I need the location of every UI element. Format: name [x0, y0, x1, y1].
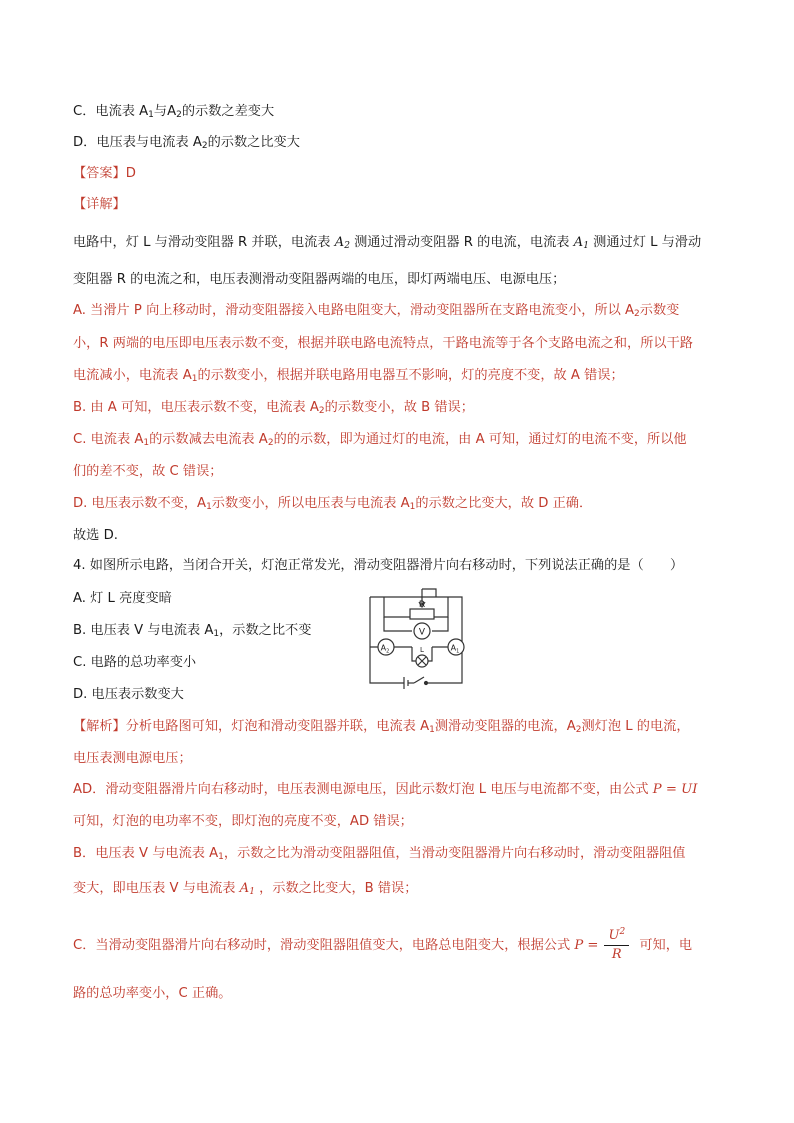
option-c: C．电流表 $A_1$与$A_2$的示数之差变大	[73, 104, 275, 120]
q4-analysis-ad-line2: 可知，灯泡的电功率不变，即灯泡的亮度不变，AD 错误；	[73, 814, 413, 829]
conclusion: 故选 D.	[73, 528, 118, 543]
resistor-r	[410, 609, 434, 619]
q4-analysis-b-line2: 变大，即电压表 V 与电流表 $A_1$ ，示数之比变大，B 错误；	[73, 881, 418, 897]
label-r: R	[418, 600, 426, 610]
battery	[404, 677, 408, 689]
q4-stem: 4. 如图所示电路，当闭合开关，灯泡正常发光，滑动变阻器滑片向右移动时，下列说法正确的是（ ）	[73, 558, 684, 573]
analysis-label: 【解析】	[73, 719, 126, 734]
power-formula-fraction: $\frac{U^2}{R}$	[604, 927, 629, 964]
label-v: V	[418, 627, 426, 638]
analysis-a-line2: 小，R 两端的电压即电压表示数不变，根据并联电路电流特点，干路电流等于各个支路电流之和，所以干路	[73, 336, 693, 351]
q4-option-c: C. 电路的总功率变小	[73, 655, 197, 670]
label-a1: $A_1$	[450, 643, 460, 655]
q4-analysis-line2: 电压表测电源电压；	[73, 751, 192, 766]
q4-analysis-c-line1: C．当滑动变阻器滑片向右移动时，滑动变阻器阻值变大，电路总电阻变大，根据公式 P = $\frac{U^2}{R}$ 可知，电	[73, 926, 693, 962]
q4-analysis-ad-line1: AD．滑动变阻器滑片向右移动时，电压表测电源电压，因此示数灯泡 L 电压与电流都不变，由公式 P = UI	[73, 782, 698, 797]
answer-value: D	[125, 166, 136, 181]
analysis-c-line1: C. 电流表 $A_1$的示数减去电流表 $A_2$的的示数，即为通过灯的电流，由 A 可知，通过灯的电流不变，所以他	[73, 432, 687, 448]
q4-option-a: A. 灯 L 亮度变暗	[73, 591, 172, 606]
analysis-a-line3: 电流减小，电流表 $A_1$的示数变小，根据并联电路用电器互不影响，灯的亮度不变，故 A 错误；	[73, 368, 624, 384]
circuit-diagram	[364, 583, 488, 691]
analysis-c-line2: 们的差不变，故 C 错误；	[73, 464, 223, 479]
analysis-a-line1: A. 当滑片 P 向上移动时，滑动变阻器接入电路电阻变大，滑动变阻器所在支路电流变小，所以 $A_2$示数变	[73, 303, 680, 319]
detail-label: 【详解】	[73, 197, 126, 212]
switch	[414, 677, 424, 683]
detail-para-line2: 变阻器 R 的电流之和，电压表测滑动变阻器两端的电压，即灯两端电压、电源电压；	[73, 272, 566, 287]
q4-option-d: D. 电压表示数变大	[73, 687, 184, 702]
option-d: D．电压表与电流表 $A_2$的示数之比变大	[73, 135, 300, 151]
q4-analysis-b-line1: B．电压表 V 与电流表 $A_1$，示数之比为滑动变阻器阻值，当滑动变阻器滑片向右移动时，滑动变阻器阻值	[73, 846, 686, 862]
answer-line	[73, 165, 136, 183]
label-a2: $A_2$	[380, 643, 390, 655]
analysis-b: B. 由 A 可知，电压表示数不变，电流表 $A_2$的示数变小，故 B 错误；	[73, 400, 474, 416]
q4-option-b: B. 电压表 V 与电流表 $A_1$，示数之比不变	[73, 623, 312, 639]
answer-label: 【答案】	[73, 166, 126, 181]
analysis-d: D. 电压表示数不变，$A_1$示数变小，所以电压表与电流表 $A_1$的示数之比变大，故 D 正确．	[73, 496, 593, 512]
label-l: L	[420, 646, 424, 654]
q4-analysis-line1: 【解析】分析电路图可知，灯泡和滑动变阻器并联，电流表 $A_1$测滑动变阻器的电流，$A_2$测灯泡 L 的电流，	[73, 719, 690, 735]
detail-para-line1: 电路中，灯 L 与滑动变阻器 R 并联，电流表 $A_2$ 测通过滑动变阻器 R 的电流，电流表 $A_1$ 测通过灯 L 与滑动	[73, 235, 702, 251]
q4-analysis-c-line2: 路的总功率变小，C 正确。	[73, 986, 232, 1001]
